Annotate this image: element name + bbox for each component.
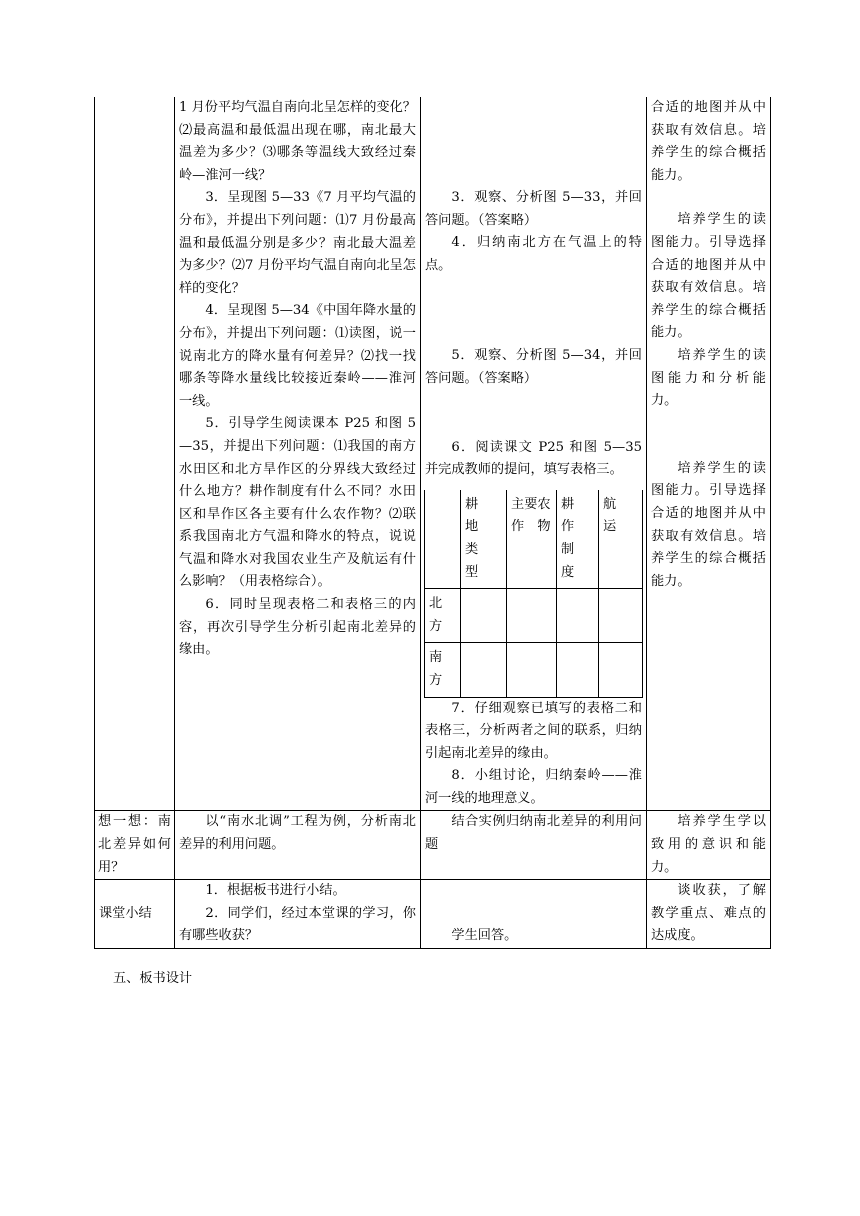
teacher-item: 1 月份平均气温自南向北呈怎样的变化？⑵最高温和最低温出现在哪，南北最大温差为多少？⑶哪条等温线大致经过秦岭—淮河一线？ — [179, 100, 416, 183]
table-three-row-label: 南方 — [425, 643, 461, 697]
student-item: 8．小组讨论，归纳秦岭——淮河一线的地理意义。 — [425, 768, 642, 806]
table-three-header — [425, 490, 643, 589]
student-item: 5．观察、分析图 5—34，并回答问题。（答案略） — [425, 348, 642, 386]
table-three-row-label: 北方 — [425, 589, 461, 643]
table-three — [424, 490, 643, 698]
student-activity-cell — [421, 880, 647, 949]
intent-item: 培养学生学以致用的意识和能力。 — [651, 814, 766, 875]
intent-item: 合适的地图并从中获取有效信息。培养学生的综合概括能力。 — [651, 100, 766, 183]
table-three-cell — [599, 589, 643, 643]
teacher-item: 1．根据板书进行小结。 — [205, 883, 346, 899]
table-three-header-cell: 耕作制度 — [557, 490, 599, 589]
student-item: 4．归纳南北方在气温上的特点。 — [425, 235, 642, 273]
student-item: 7．仔细观察已填写的表格二和表格三，分析两者之间的联系，归纳引起南北差异的缘由。 — [425, 700, 642, 761]
student-item: 6．阅读课文 P25 和图 5—35 并完成教师的提问，填写表格三。 — [425, 439, 642, 478]
table-row-continued — [95, 97, 771, 811]
teacher-item: 4．呈现图 5—34《中国年降水量的分布》，并提出下列问题：⑴读图，说一说南北方的降水量有何差异？⑵找一找哪条等降水量线比较接近秦岭——淮河一线。 — [179, 303, 416, 409]
teacher-item: 3．呈现图 5—33《7 月平均气温的分布》，并提出下列问题：⑴7 月份最高温和最低温分别是多少？南北最大温差为多少？⑵7 月份平均气温自南向北呈怎样的变化？ — [179, 190, 416, 296]
student-item: 结合实例归纳南北差异的利用问题 — [425, 814, 642, 853]
teacher-item: 5．引导学生阅读课本 P25 和图 5—35，并提出下列问题：⑴我国的南方水田区和北方旱作区的分界线大致经过什么地方？耕作制度有什么不同？水田区和旱作区各主要有什么农作物？⑵联系我国南北方气温和降水的特点，说说气温和降水对我国农业生产及航运有什么影响？（用表格综合）。 — [179, 416, 416, 590]
table-row-think — [95, 811, 771, 880]
teacher-activity-cell — [175, 97, 421, 811]
stage-cell — [95, 97, 175, 811]
student-item: 3．观察、分析图 5—33，并回答问题。（答案略） — [425, 190, 642, 228]
teacher-item: 以“南水北调”工程为例，分析南北差异的利用问题。 — [179, 814, 416, 853]
design-intent-cell — [647, 97, 771, 811]
table-three-row — [425, 643, 643, 697]
table-three-header-cell: 耕地类型 — [461, 490, 507, 589]
table-row-summary — [95, 880, 771, 949]
teacher-item: 2．同学们，经过本堂课的学习，你有哪些收获？ — [179, 905, 416, 944]
table-three-corner — [425, 490, 461, 589]
table-three-header-cell: 航运 — [599, 490, 643, 589]
lesson-plan-table — [94, 97, 771, 949]
intent-item: 培养学生的读图能力。引导选择合适的地图并从中获取有效信息。培养学生的综合概括能力。 — [651, 460, 766, 589]
table-three-cell — [507, 589, 557, 643]
stage-cell: 想一想：南北差异如何用？ — [95, 811, 175, 880]
table-three-cell — [461, 589, 507, 643]
design-intent-cell — [647, 811, 771, 880]
table-three-cell — [461, 643, 507, 697]
design-intent-cell — [647, 880, 771, 949]
table-three-cell — [557, 643, 599, 697]
student-item: 学生回答。 — [451, 928, 518, 944]
table-three-cell — [599, 643, 643, 697]
table-three-cell — [557, 589, 599, 643]
intent-item: 培养学生的读图能力。引导选择合适的地图并从中获取有效信息。培养学生的综合概括能力。 — [651, 212, 766, 341]
table-three-cell — [507, 643, 557, 697]
table-three-header-cell: 主要农作物 — [507, 490, 557, 589]
section-title: 五、板书设计 — [113, 971, 193, 986]
teacher-activity-cell — [175, 880, 421, 949]
student-activity-cell — [421, 97, 647, 811]
intent-item: 培养学生的读图能力和分析能力。 — [651, 347, 766, 409]
table-three-row — [425, 589, 643, 643]
intent-item: 谈收获，了解教学重点、难点的达成度。 — [651, 883, 766, 944]
stage-cell — [95, 880, 175, 949]
stage-label: 课堂小结 — [99, 905, 152, 921]
student-activity-cell — [421, 811, 647, 880]
teacher-item: 6．同时呈现表格二和表格三的内容，再次引导学生分析引起南北差异的缘由。 — [179, 597, 416, 658]
teacher-activity-cell — [175, 811, 421, 880]
